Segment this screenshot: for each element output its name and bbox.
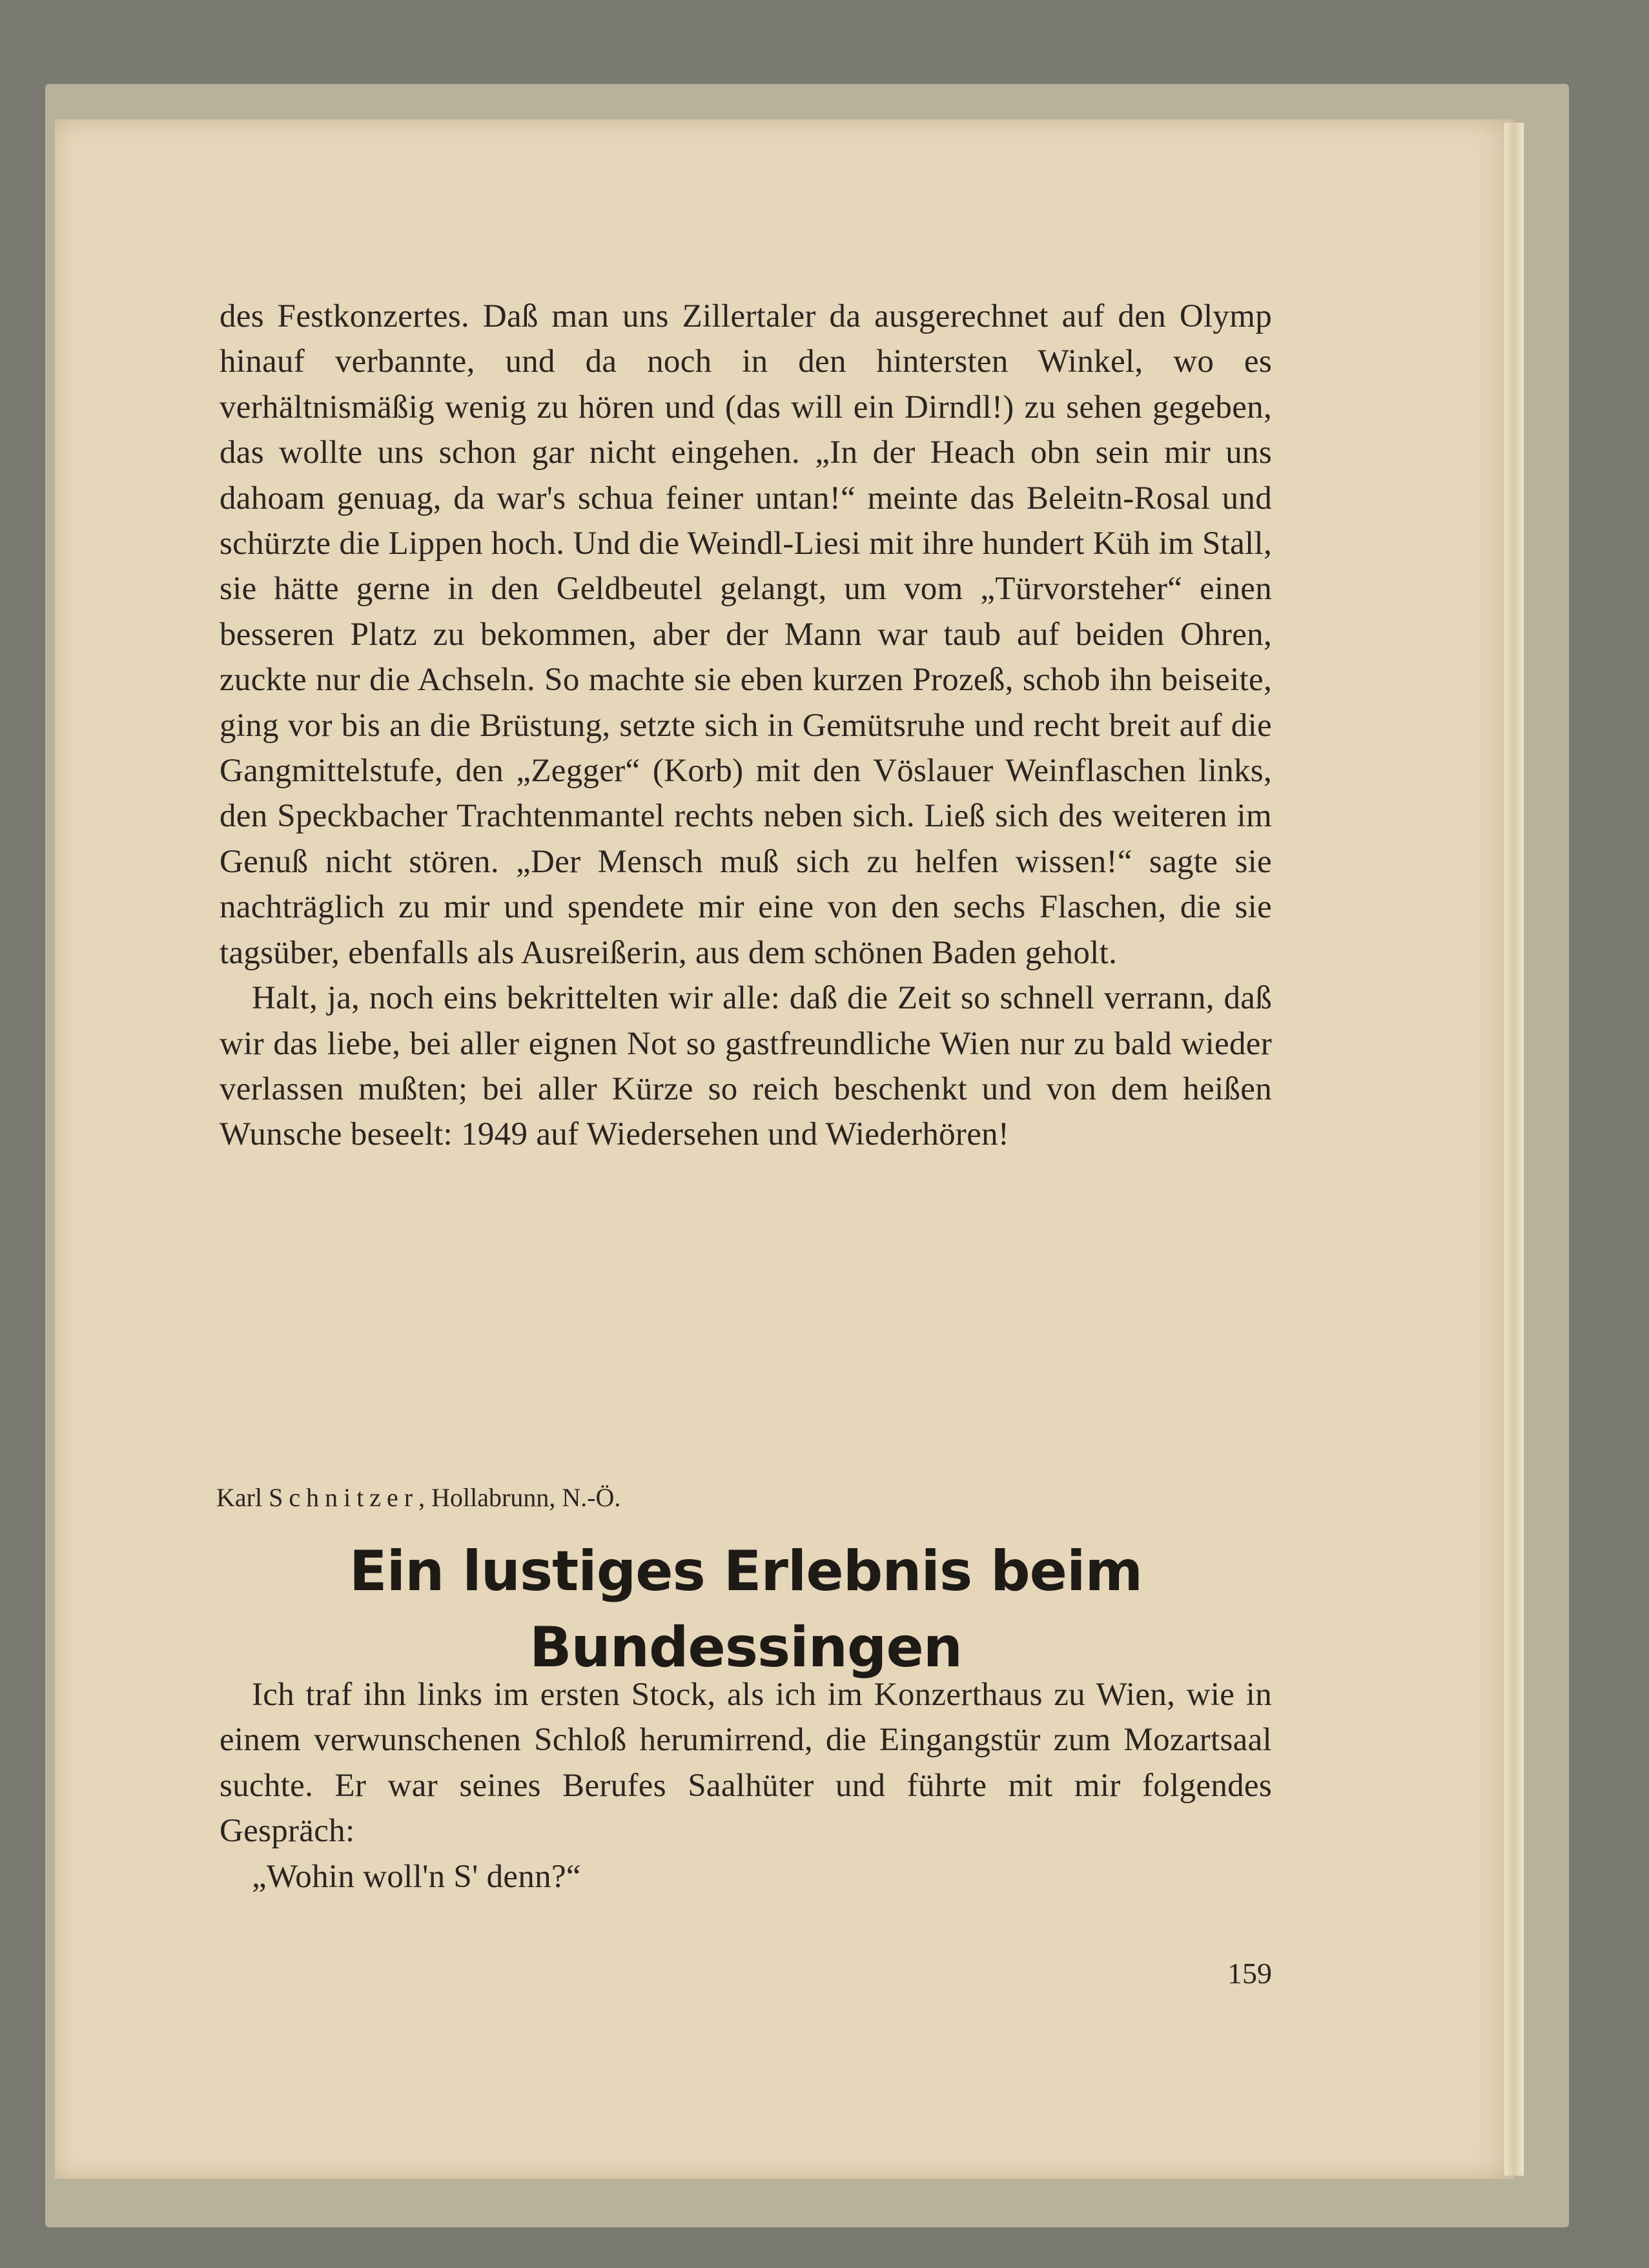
- article-body: [220, 1672, 1272, 1899]
- author-location: , Hollabrunn, N.-Ö.: [418, 1483, 621, 1512]
- page-edge: [1504, 123, 1524, 2176]
- paragraph: des Festkonzertes. Daß man uns Zillertaler da ausgerechnet auf den Olymp hinauf verbannte, und da noch in den hintersten Winkel, wo es verhältnismäßig wenig zu hören und (das will ein Dirndl!) zu sehen gegeben, das wollte uns schon gar nicht eingehen. „In der Heach obn sein mir uns dahoam genuag, da war's schua feiner untan!“ meinte das Beleitn-Rosal und schürzte die Lippen hoch. Und die Weindl-Liesi mit ihre hundert Küh im Stall, sie hätte gerne in den Geldbeutel gelangt, um vom „Türvorsteher“ einen besseren Platz zu bekommen, aber der Mann war taub auf beiden Ohren, zuckte nur die Achseln. So machte sie eben kurzen Prozeß, schob ihn beiseite, ging vor bis an die Brüstung, setzte sich in Gemütsruhe und recht breit auf die Gangmittelstufe, den „Zegger“ (Korb) mit den Vöslauer Weinflaschen links, den Speckbacher Trachtenmantel rechts neben sich. Ließ sich des weiteren im Genuß nicht stören. „Der Mensch muß sich zu helfen wissen!“ sagte sie nachträglich zu mir und spendete mir eine von den sechs Flaschen, die sie tagsüber, ebenfalls als Ausreißerin, aus dem schönen Baden geholt.: [220, 298, 1272, 971]
- author-byline: [216, 1478, 1275, 1517]
- continued-article-text: [220, 294, 1272, 1158]
- author-first-name: Karl: [216, 1483, 263, 1512]
- paragraph: Halt, ja, noch eins bekrittelten wir alle: daß die Zeit so schnell verrann, daß wir das liebe, bei aller eignen Not so gastfreundliche Wien nur zu bald wieder verlassen mußten; bei aller Kürze so reich beschenkt und von dem heißen Wunsche beseelt: 1949 auf Wiedersehen und Wiederhören!: [220, 980, 1272, 1153]
- paragraph: „Wohin woll'n S' denn?“: [252, 1858, 581, 1895]
- article-title: [220, 1533, 1272, 1686]
- article-title-line-1: Ein lustiges Erlebnis beim: [349, 1539, 1143, 1604]
- author-last-name: Schnitzer: [269, 1483, 419, 1512]
- article-title-line-2: Bundessingen: [529, 1615, 963, 1680]
- paragraph: Ich traf ihn links im ersten Stock, als ich im Konzerthaus zu Wien, wie in einem verwunschenen Schloß herumirrend, die Eingangstür zum Mozartsaal suchte. Er war seines Berufes Saalhüter und führte mit mir folgendes Gespräch:: [220, 1677, 1272, 1850]
- page-number: 159: [1227, 1957, 1272, 1990]
